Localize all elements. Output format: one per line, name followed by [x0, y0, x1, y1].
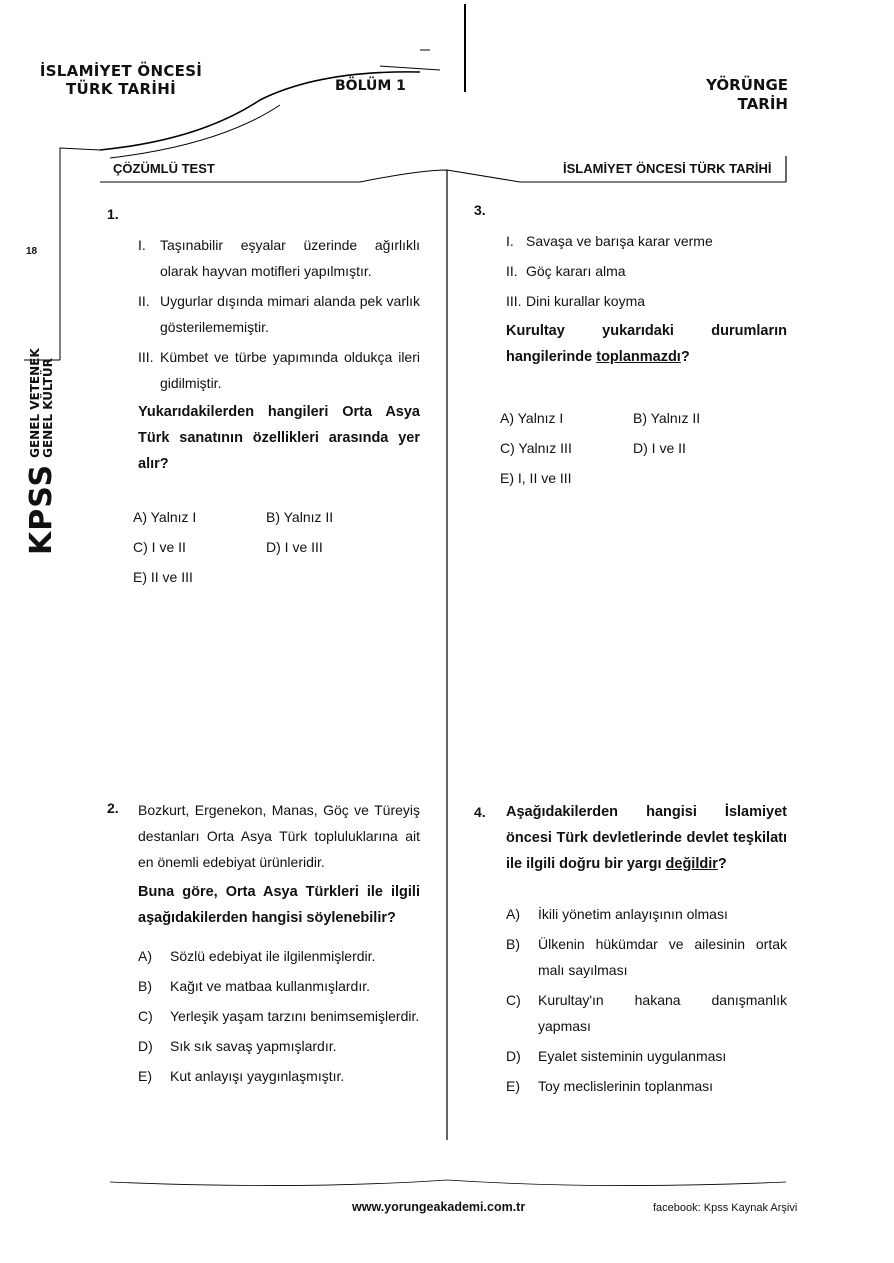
question-1-items — [138, 232, 420, 477]
prompt-text: Aşağıdakilerden hangisi İslamiyet öncesi Türk devletlerinde devlet teşkilatı ile ilgili doğru bir yargı — [506, 804, 787, 872]
choice-e[interactable] — [506, 1073, 787, 1099]
choice-letter: E) — [138, 1068, 152, 1084]
question-2-body — [138, 797, 420, 1089]
choice-text: Sözlü edebiyat ile ilgilenmişlerdir. — [170, 948, 376, 964]
question-3-item — [506, 256, 787, 286]
question-4-number: 4. — [474, 804, 486, 820]
question-4-prompt — [506, 799, 787, 877]
roman-numeral: I. — [138, 237, 146, 253]
header-right-line2: TARİH — [737, 95, 788, 113]
roman-numeral: II. — [138, 293, 150, 309]
choice-letter: A) — [506, 906, 520, 922]
choice-text: İkili yönetim anlayışının olması — [538, 906, 728, 922]
choice-a[interactable] — [506, 901, 787, 927]
item-text: Kümbet ve türbe yapımında oldukça ileri gidilmiştir. — [160, 349, 420, 391]
item-text: Uygurlar dışında mimari alanda pek varlık gösterilememiştir. — [160, 293, 420, 335]
choice-text: Kurultay'ın hakana danışmanlık yapması — [538, 992, 787, 1034]
header-brand — [706, 76, 788, 114]
footer-facebook: facebook: Kpss Kaynak Arşivi — [653, 1202, 798, 1214]
side-label — [24, 348, 59, 555]
option-b[interactable]: B) Yalnız II — [633, 410, 701, 426]
choice-b[interactable] — [138, 973, 420, 999]
choice-d[interactable] — [506, 1043, 787, 1069]
question-1-prompt: Yukarıdakilerden hangileri Orta Asya Türk sanatının özellikleri arasında yer alır? — [138, 404, 420, 472]
prompt-underlined: toplanmazdı — [596, 349, 681, 365]
question-1-item — [138, 344, 420, 396]
choice-b[interactable] — [506, 931, 787, 983]
footer-website[interactable]: www.yorungeakademi.com.tr — [352, 1200, 526, 1214]
question-2-stem: Bozkurt, Ergenekon, Manas, Göç ve Türeyiş destanları Orta Asya Türk topluluklarına ait en önemli edebiyat ürünleridir. — [138, 802, 420, 870]
question-2-prompt: Buna göre, Orta Asya Türkleri ile ilgili aşağıdakilerden hangisi söylenebilir? — [138, 884, 420, 926]
choice-letter: B) — [506, 936, 520, 952]
question-3-items — [506, 226, 787, 370]
option-a[interactable]: A) Yalnız I — [500, 410, 564, 426]
question-1-item — [138, 288, 420, 340]
option-a[interactable]: A) Yalnız I — [133, 509, 197, 525]
choice-c[interactable] — [138, 1003, 420, 1029]
roman-numeral: III. — [506, 293, 522, 309]
roman-numeral: I. — [506, 233, 514, 249]
choice-letter: C) — [506, 992, 521, 1008]
option-c[interactable]: C) I ve II — [133, 539, 186, 555]
question-1-number: 1. — [107, 206, 119, 222]
side-label-line1: GENEL VETENEK — [27, 348, 42, 458]
choice-text: Eyalet sisteminin uygulanması — [538, 1048, 727, 1064]
roman-numeral: III. — [138, 349, 154, 365]
option-c[interactable]: C) Yalnız III — [500, 440, 572, 456]
question-3-item — [506, 286, 787, 316]
header-chapter: BÖLÜM 1 — [335, 78, 406, 94]
item-text: Göç kararı alma — [526, 263, 626, 279]
prompt-end: ? — [680, 349, 690, 365]
side-label-big: KPSS — [24, 463, 59, 555]
item-text: Dini kurallar koyma — [526, 293, 646, 309]
section-title-left: ÇÖZÜMLÜ TEST — [113, 161, 215, 176]
question-3-item — [506, 226, 787, 256]
choice-letter: A) — [138, 948, 152, 964]
prompt-underlined: değildir — [665, 856, 718, 872]
question-2-choices — [138, 943, 420, 1089]
choice-letter: E) — [506, 1078, 520, 1094]
question-3-number: 3. — [474, 202, 486, 218]
choice-text: Yerleşik yaşam tarzını benimsemişlerdir. — [170, 1008, 420, 1024]
choice-a[interactable] — [138, 943, 420, 969]
option-e[interactable]: E) I, II ve III — [500, 470, 572, 486]
section-title-right: İSLAMİYET ÖNCESİ TÜRK TARİHİ — [563, 161, 772, 176]
question-3-prompt — [506, 318, 787, 370]
question-1-item — [138, 232, 420, 284]
question-4-body — [506, 799, 787, 1099]
header-left-line2: TÜRK TARİHİ — [65, 80, 177, 98]
choice-text: Sık sık savaş yapmışlardır. — [170, 1038, 337, 1054]
header-left-line1: İSLAMİYET ÖNCESİ — [39, 62, 203, 80]
roman-numeral: II. — [506, 263, 518, 279]
choice-letter: D) — [506, 1048, 521, 1064]
side-label-line2: GENEL KÜLTÜR — [40, 358, 55, 458]
header-series-title — [36, 62, 206, 98]
option-e[interactable]: E) II ve III — [133, 569, 193, 585]
choice-text: Toy meclislerinin toplanması — [538, 1078, 714, 1094]
choice-letter: D) — [138, 1038, 153, 1054]
choice-d[interactable] — [138, 1033, 420, 1059]
choice-text: Ülkenin hükümdar ve ailesinin ortak malı sayılması — [538, 936, 787, 978]
prompt-end: ? — [717, 856, 727, 872]
choice-c[interactable] — [506, 987, 787, 1039]
page-number: 18 — [26, 246, 38, 257]
choice-text: Kut anlayışı yaygınlaşmıştır. — [170, 1068, 345, 1084]
item-text: Taşınabilir eşyalar üzerinde ağırlıklı olarak hayvan motifleri yapılmıştır. — [160, 237, 420, 279]
option-d[interactable]: D) I ve II — [633, 440, 686, 456]
choice-e[interactable] — [138, 1063, 420, 1089]
option-b[interactable]: B) Yalnız II — [266, 509, 334, 525]
question-2-number: 2. — [107, 800, 119, 816]
choice-text: Kağıt ve matbaa kullanmışlardır. — [170, 978, 370, 994]
choice-letter: C) — [138, 1008, 153, 1024]
header-right-line1: YÖRÜNGE — [706, 76, 788, 94]
prompt-text: Kurultay yukarıdaki durumların hangilerinde — [506, 323, 787, 365]
item-text: Savaşa ve barışa karar verme — [526, 233, 713, 249]
option-d[interactable]: D) I ve III — [266, 539, 323, 555]
choice-letter: B) — [138, 978, 152, 994]
side-label-small — [29, 348, 55, 458]
question-4-choices — [506, 901, 787, 1099]
